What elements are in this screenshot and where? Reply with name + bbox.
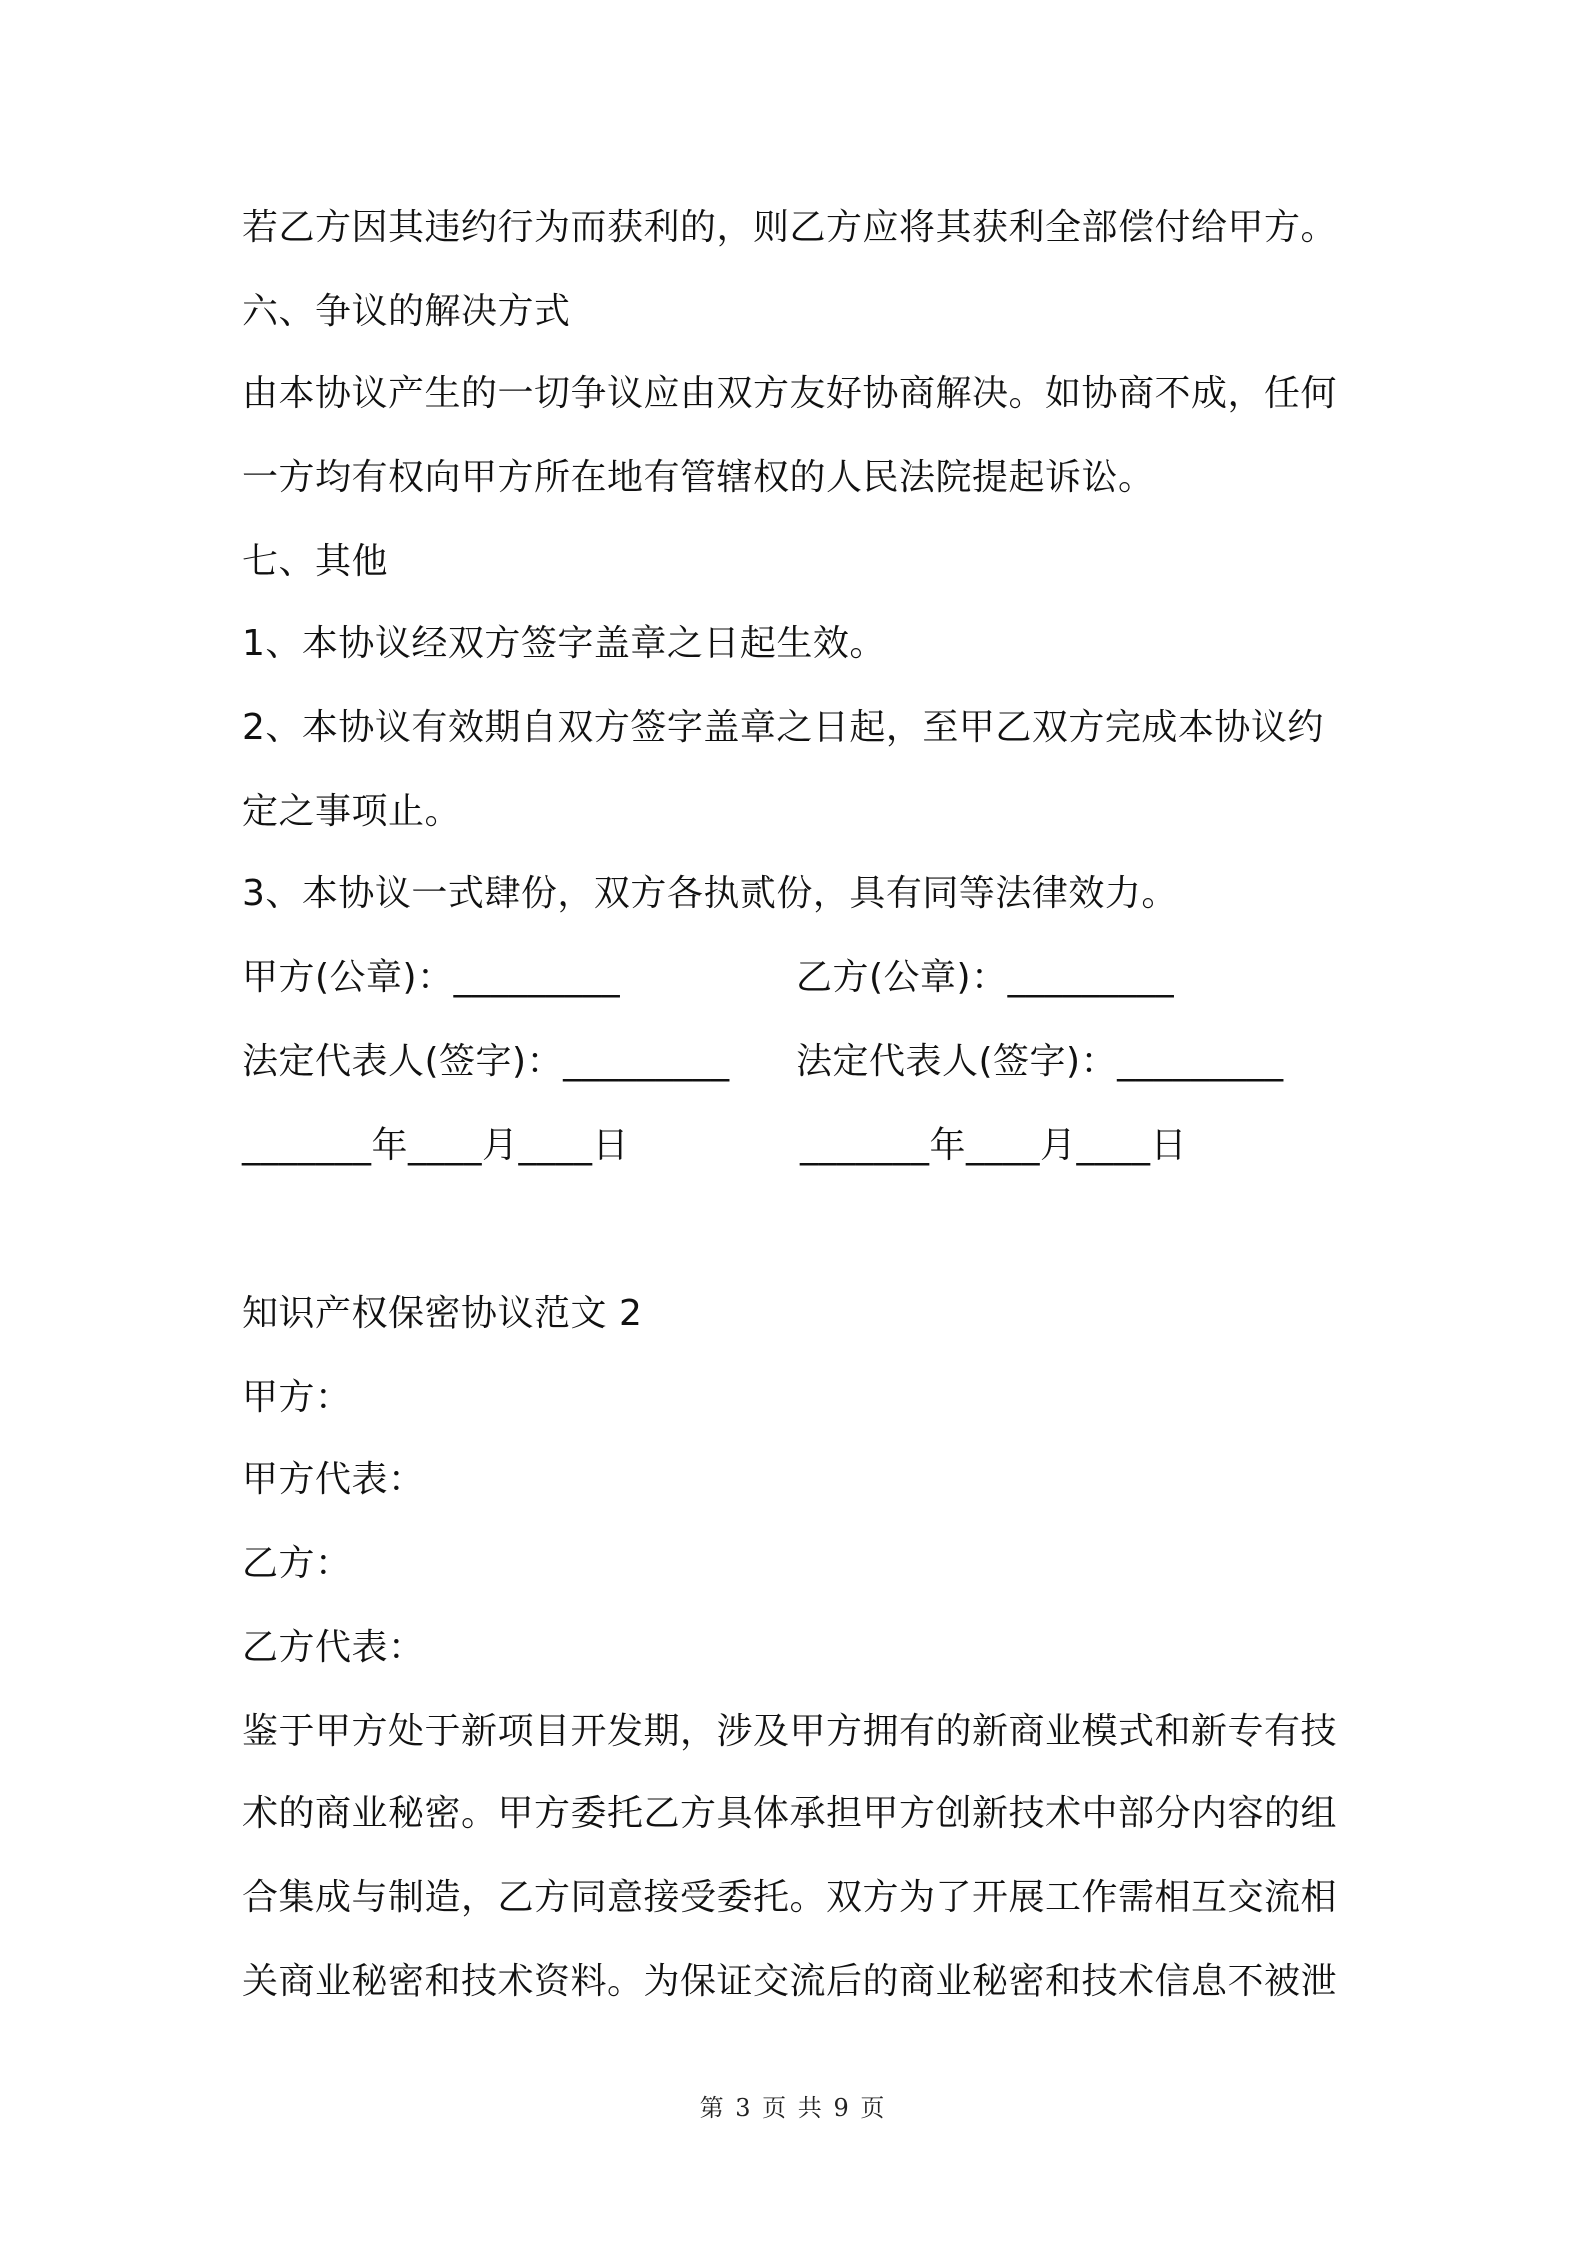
party-b-date-field: _______年____月____日 — [800, 1125, 1188, 1166]
clause-2: 2、本协议有效期自双方签字盖章之日起，至甲乙双方完成本协议约 — [242, 707, 1324, 748]
party-a-representative-field: 法定代表人(签字)：_________ — [242, 1041, 730, 1082]
party-a-representative-label: 甲方代表： — [242, 1459, 425, 1500]
section-heading-other: 七、其他 — [242, 541, 389, 582]
clause-2-continued: 定之事项止。 — [242, 791, 462, 832]
clause-1: 1、本协议经双方签字盖章之日起生效。 — [242, 623, 886, 664]
party-a-seal-field: 甲方(公章)：_________ — [242, 957, 621, 998]
party-b-seal-field: 乙方(公章)：_________ — [796, 957, 1175, 998]
preamble-line-4: 关商业秘密和技术资料。为保证交流后的商业秘密和技术信息不被泄 — [242, 1961, 1338, 2002]
page-number-footer: 第 3 页 共 9 页 — [699, 2094, 887, 2122]
party-a-label: 甲方： — [242, 1377, 352, 1418]
document-title-2: 知识产权保密协议范文 2 — [242, 1293, 643, 1334]
preamble-line-2: 术的商业秘密。甲方委托乙方具体承担甲方创新技术中部分内容的组 — [242, 1793, 1338, 1834]
party-b-representative-field: 法定代表人(签字)：_________ — [796, 1041, 1284, 1082]
party-a-date-field: _______年____月____日 — [242, 1125, 630, 1166]
clause-3: 3、本协议一式肆份，双方各执贰份，具有同等法律效力。 — [242, 873, 1178, 914]
body-line-1: 若乙方因其违约行为而获利的，则乙方应将其获利全部偿付给甲方。 — [242, 207, 1338, 248]
party-b-representative-label: 乙方代表： — [242, 1627, 425, 1668]
party-b-label: 乙方： — [242, 1543, 352, 1584]
body-line-3: 由本协议产生的一切争议应由双方友好协商解决。如协商不成，任何 — [242, 373, 1338, 414]
body-line-4: 一方均有权向甲方所在地有管辖权的人民法院提起诉讼。 — [242, 457, 1155, 498]
preamble-line-3: 合集成与制造，乙方同意接受委托。双方为了开展工作需相互交流相 — [242, 1877, 1338, 1918]
preamble-line-1: 鉴于甲方处于新项目开发期，涉及甲方拥有的新商业模式和新专有技 — [242, 1711, 1338, 1752]
section-heading-dispute: 六、争议的解决方式 — [242, 291, 571, 332]
